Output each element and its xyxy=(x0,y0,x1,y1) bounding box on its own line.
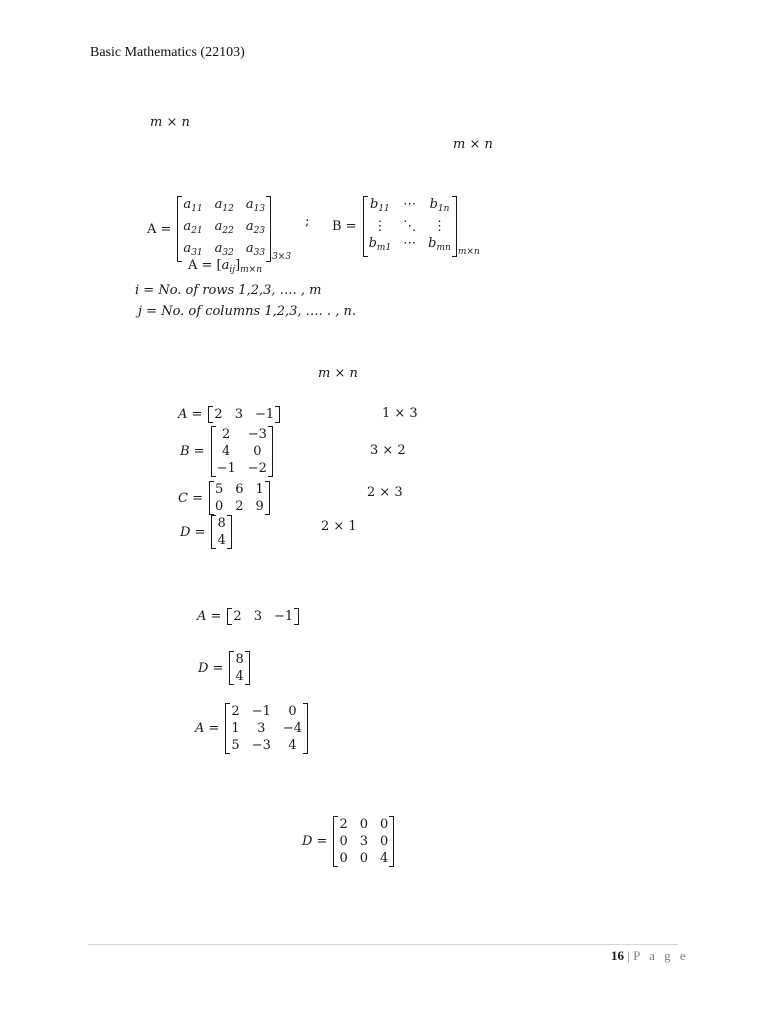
matrix-cell: 5 xyxy=(231,738,240,753)
matrix-cell: 8 xyxy=(217,516,226,531)
dimension-text-1: m × n xyxy=(150,115,190,130)
matrix-cell: $b_{11}$ xyxy=(369,197,390,214)
matrix-body xyxy=(211,515,231,549)
matrix-cell: 8 xyxy=(235,652,244,667)
matrix-cell: 4 xyxy=(288,738,297,753)
matrix-order-label: 2 × 1 xyxy=(321,519,357,534)
matrix-body xyxy=(333,816,394,867)
matrix-cell: 5 xyxy=(214,482,224,497)
matrix-cell: $b_{m1}$ xyxy=(368,236,392,253)
matrix-cell: 3 xyxy=(253,609,262,624)
matrix-b-generic xyxy=(363,196,457,257)
matrix-order-label: 2 × 3 xyxy=(367,485,403,500)
matrix-a-order: 3×3 xyxy=(272,252,292,262)
matrix-b-order: m×n xyxy=(457,247,480,257)
general-matrix-notation: $A = [a_{ij}]_{m\times n}$ xyxy=(188,258,263,275)
matrix-cell: $a_{11}$ xyxy=(183,197,203,214)
matrix-a-generic xyxy=(177,196,271,262)
matrix-cell: $b_{mn}$ xyxy=(428,236,451,253)
matrix-cell: 0 xyxy=(359,817,369,832)
matrix-body xyxy=(211,426,273,477)
matrix-cell: −4 xyxy=(282,721,303,736)
matrix-label: D = xyxy=(302,834,328,849)
matrix-cell: $a_{23}$ xyxy=(245,219,266,236)
matrix-cell: −1 xyxy=(273,609,294,624)
matrix-cell: $a_{32}$ xyxy=(214,241,234,258)
matrix-cell: −2 xyxy=(247,461,267,476)
matrix-label: A = xyxy=(195,721,220,736)
matrix-body xyxy=(208,406,280,423)
matrix-cell: −3 xyxy=(247,427,267,442)
matrix-cell: $a_{21}$ xyxy=(183,219,203,236)
matrix-cell: 3 xyxy=(257,721,266,736)
matrix-cell: 0 xyxy=(359,851,369,866)
matrix-cell: ⋮ xyxy=(373,219,387,234)
matrix-cell: 2 xyxy=(222,427,231,442)
diagonal-matrix-example xyxy=(302,816,394,867)
example-matrix-1 xyxy=(180,426,273,477)
matrix-cell: 2 xyxy=(231,704,240,719)
page-word: P a g e xyxy=(633,948,689,963)
matrix-cell: 2 xyxy=(214,407,223,422)
matrix-a-definition xyxy=(147,196,291,262)
matrix-cell: 6 xyxy=(235,482,244,497)
matrix-cell: $a_{13}$ xyxy=(245,197,266,214)
matrix-cell: −1 xyxy=(251,704,271,719)
matrix-label: A = xyxy=(197,609,222,624)
matrix-cell: $a_{22}$ xyxy=(214,219,234,236)
matrix-cell: −3 xyxy=(251,738,271,753)
matrix-cell: ⋮ xyxy=(433,219,446,234)
matrix-cell: ⋯ xyxy=(403,197,417,212)
page-number: 16 xyxy=(611,948,624,963)
matrix-label: A = xyxy=(178,407,203,422)
footer-rule xyxy=(88,944,678,945)
page-footer xyxy=(611,948,689,964)
matrix-cell: $a_{31}$ xyxy=(183,241,203,258)
matrix-a-label: A = xyxy=(147,221,172,237)
matrix-cell: 3 xyxy=(359,834,369,849)
matrix-cell: $a_{12}$ xyxy=(214,197,234,214)
matrix-cell: −1 xyxy=(216,461,236,476)
matrix-cell: 9 xyxy=(255,499,264,514)
matrix-cell: 4 xyxy=(235,669,244,684)
matrix-body xyxy=(229,651,249,685)
matrix-cell: −1 xyxy=(254,407,275,422)
matrix-label: D = xyxy=(198,660,224,676)
matrix-order-label: 3 × 2 xyxy=(370,443,406,458)
page-header-title: Basic Mathematics (22103) xyxy=(90,45,245,60)
matrix-order-label: 1 × 3 xyxy=(382,406,418,421)
matrix-body xyxy=(209,481,270,515)
dimension-text-3: m × n xyxy=(318,366,358,381)
example-matrix-3 xyxy=(180,515,232,549)
matrix-cell: 0 xyxy=(380,834,389,849)
row-matrix-example xyxy=(197,608,299,625)
square-matrix-example xyxy=(195,703,308,754)
matrix-body xyxy=(227,608,299,625)
matrix-cell: ⋯ xyxy=(403,236,417,251)
matrix-cell: 4 xyxy=(217,533,226,548)
rows-definition: i = No. of rows 1,2,3, …. , m xyxy=(135,283,322,298)
matrix-cell: 0 xyxy=(288,704,297,719)
matrix-cell: 4 xyxy=(222,444,231,459)
column-matrix-example xyxy=(198,651,250,685)
matrix-label: B = xyxy=(180,444,205,459)
matrix-body xyxy=(225,703,308,754)
matrix-cell: $a_{33}$ xyxy=(245,241,266,258)
footer-separator: | xyxy=(627,948,630,963)
matrix-cell: 0 xyxy=(339,834,348,849)
matrix-separator: ; xyxy=(305,214,310,229)
matrix-cell: 0 xyxy=(253,444,262,459)
matrix-b-definition xyxy=(332,196,480,257)
columns-definition: j = No. of columns 1,2,3, …. . , n. xyxy=(138,304,356,319)
matrix-cell: 0 xyxy=(380,817,389,832)
matrix-cell: $b_{1n}$ xyxy=(429,197,450,214)
matrix-cell: 2 xyxy=(233,609,242,624)
matrix-label: C = xyxy=(178,490,203,506)
matrix-cell: 0 xyxy=(214,499,224,514)
example-matrix-0 xyxy=(178,406,280,423)
matrix-cell: 1 xyxy=(255,482,264,497)
dimension-text-2: m × n xyxy=(453,137,493,152)
matrix-b-label: B = xyxy=(332,219,357,234)
matrix-cell: 0 xyxy=(339,851,348,866)
matrix-cell: 3 xyxy=(234,407,243,422)
matrix-cell: 1 xyxy=(231,721,240,736)
matrix-cell: 2 xyxy=(339,817,348,832)
matrix-label: D = xyxy=(180,524,206,540)
example-matrix-2 xyxy=(178,481,270,515)
matrix-cell: 2 xyxy=(235,499,244,514)
matrix-cell: ⋱ xyxy=(403,219,417,234)
matrix-cell: 4 xyxy=(380,851,389,866)
